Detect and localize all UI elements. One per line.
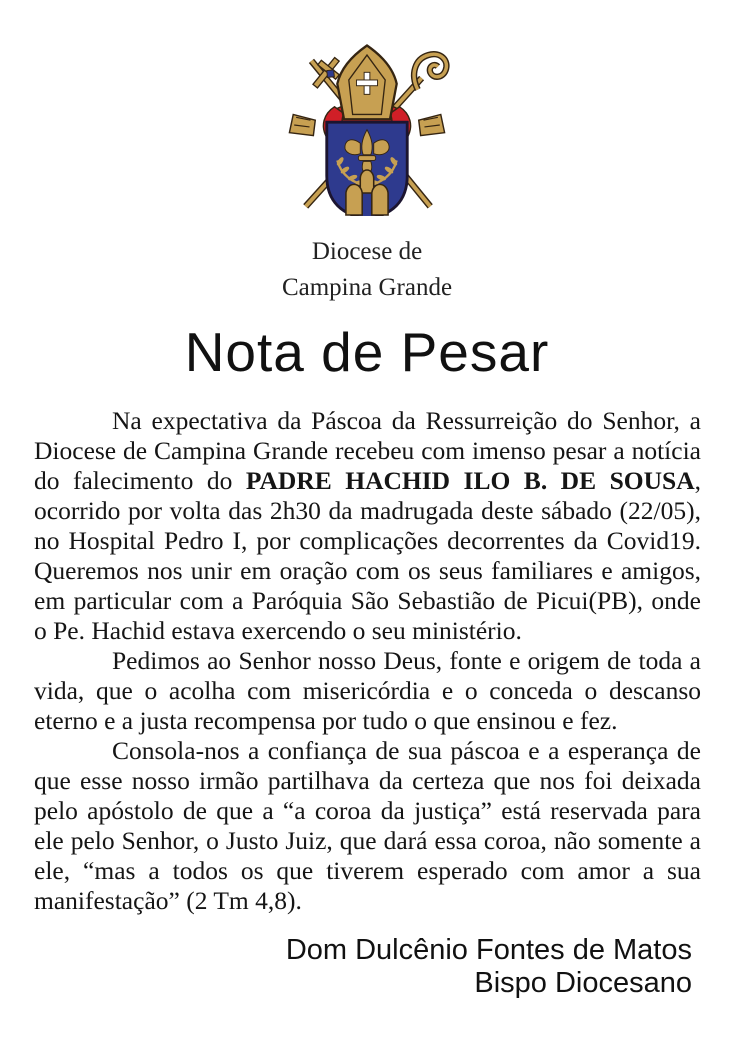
paragraph-1-lead: Na expectativa da Páscoa da Ressurreição do Senhor, a Diocese de Campina Grande recebeu com imenso pesar a notícia do falecimento do — [34, 406, 701, 495]
signature-name: Dom Dulcênio Fontes de Matos — [285, 934, 692, 966]
document-page — [0, 34, 734, 1058]
org-name-block — [0, 234, 734, 306]
deceased-name: PADRE HACHID ILO B. DE SOUSA — [245, 466, 695, 495]
mitre-icon — [337, 45, 396, 119]
org-name-line2: Campina Grande — [281, 274, 453, 301]
signature-block — [0, 934, 692, 1000]
page-title: Nota de Pesar — [184, 321, 550, 383]
paragraph-2: Pedimos ao Senhor nosso Deus, fonte e origem de toda a vida, que o acolha com misericórdia e o conceda o descanso eterno e a justa recompensa por tudo o que ensinou e fez. — [34, 646, 701, 735]
letter-body — [34, 406, 701, 916]
diocese-coat-of-arms — [0, 34, 734, 216]
coat-of-arms-graphic — [269, 34, 465, 216]
org-name-line1: Diocese de — [311, 238, 423, 265]
paragraph-1-rest: , ocorrido por volta das 2h30 da madrugada deste sábado (22/05), no Hospital Pedro I, por complicações decorrentes da Covid19. Queremos nos unir em oração com os seus familiares e amigos, em particular com a Paróquia São Sebastião de Picui(PB), onde o Pe. Hachid estava exercendo o seu ministério. — [34, 466, 701, 645]
paragraph-1 — [34, 406, 701, 646]
paragraph-3: Consola-nos a confiança de sua páscoa e a esperança de que esse nosso irmão partilhava da certeza que nos foi deixada pelo apóstolo de que a “a coroa da justiça” está reservada para ele pelo Senhor, o Justo Juiz, que dará essa coroa, não somente a ele, “mas a todos os que tiverem esperado com amor a sua manifestação” (2 Tm 4,8). — [34, 736, 701, 915]
signature-role: Bispo Diocesano — [474, 967, 692, 999]
shield — [327, 122, 407, 216]
